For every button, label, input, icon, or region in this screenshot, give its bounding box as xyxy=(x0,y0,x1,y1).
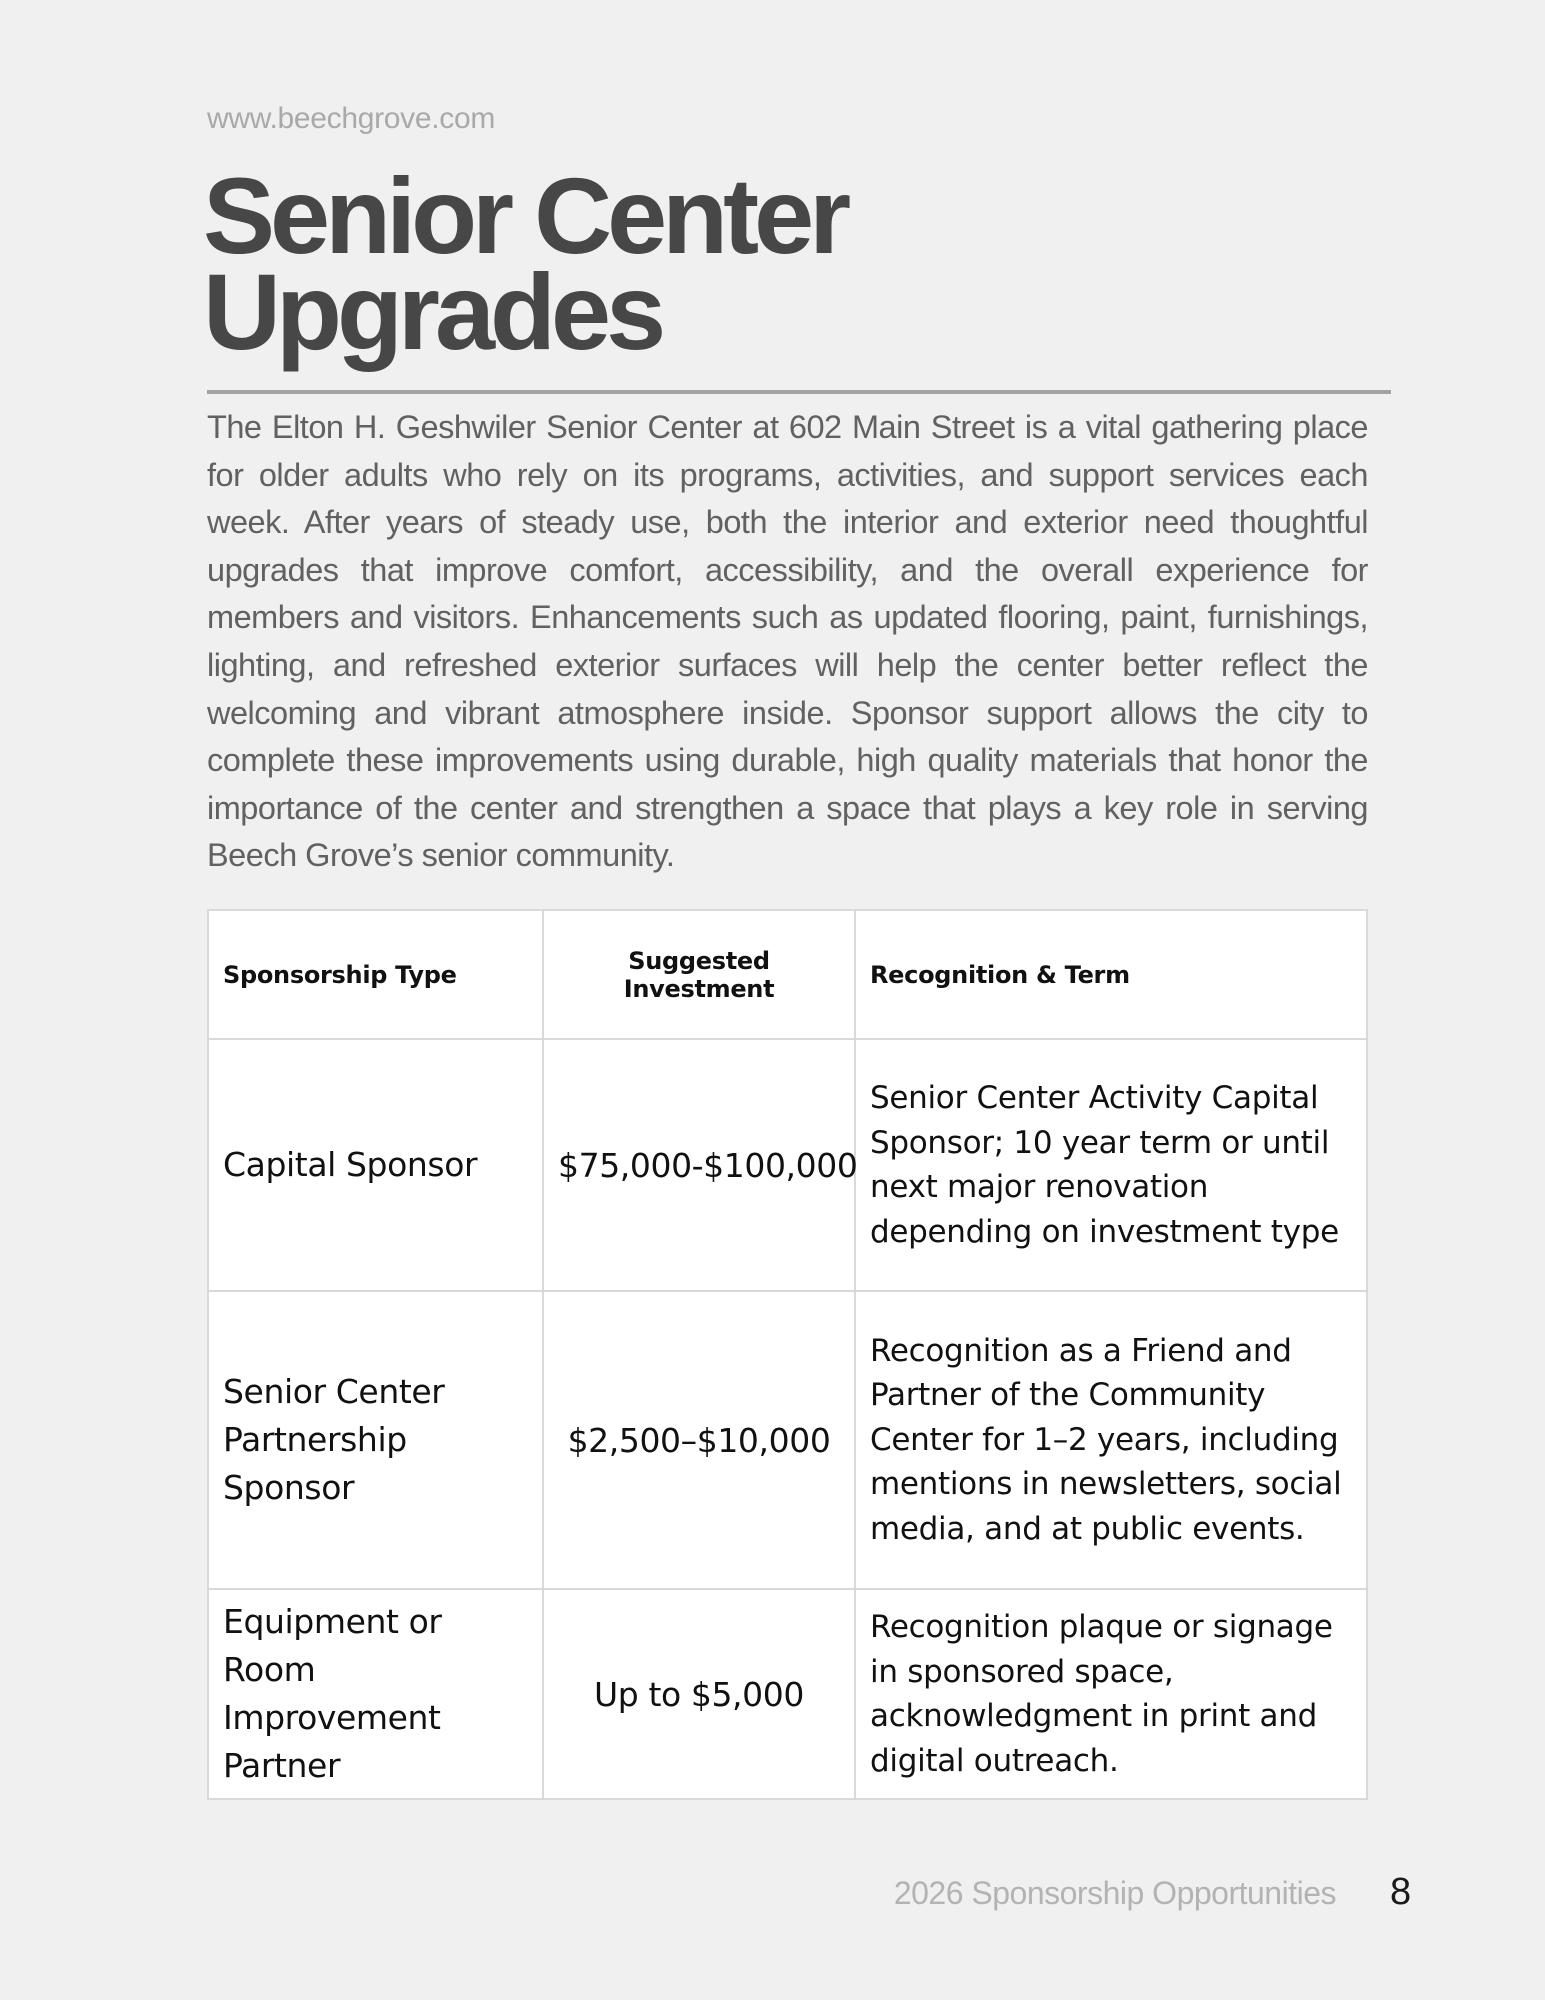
header-suggested-investment: Suggested Investment xyxy=(543,910,855,1039)
investment-cell: $75,000-$100,000 xyxy=(543,1039,855,1291)
sponsorship-type-cell: Capital Sponsor xyxy=(208,1039,543,1291)
title-line-1: Senior Center xyxy=(203,155,847,276)
table-row xyxy=(208,1291,1367,1589)
investment-cell: $2,500–$10,000 xyxy=(543,1291,855,1589)
recognition-cell: Recognition as a Friend and Partner of the Community Center for 1–2 years, including mentions in newsletters, social media, and at public events. xyxy=(855,1291,1367,1589)
sponsorship-table xyxy=(207,909,1368,1800)
title-divider xyxy=(207,390,1391,394)
site-url: www.beechgrove.com xyxy=(207,102,496,135)
table-row xyxy=(208,1039,1367,1291)
recognition-cell: Senior Center Activity Capital Sponsor; 10 year term or until next major renovation depending on investment type xyxy=(855,1039,1367,1291)
header-sponsorship-type: Sponsorship Type xyxy=(208,910,543,1039)
table-row xyxy=(208,1589,1367,1799)
intro-paragraph: The Elton H. Geshwiler Senior Center at 602 Main Street is a vital gathering place for older adults who rely on its programs, activities, and support services each week. After years of steady use, both the interior and exterior need thoughtful upgrades that improve comfort, accessibility, and the overall experience for members and visitors. Enhancements such as updated flooring, paint, furnishings, lighting, and refreshed exterior surfaces will help the center better reflect the welcoming and vibrant atmosphere inside. Sponsor support allows the city to complete these improvements using durable, high quality materials that honor the importance of the center and strengthen a space that plays a key role in serving Beech Grove’s senior community. xyxy=(207,409,1368,874)
page-title xyxy=(203,155,847,372)
title-line-2: Upgrades xyxy=(203,251,662,372)
header-recognition-term: Recognition & Term xyxy=(855,910,1367,1039)
recognition-cell: Recognition plaque or signage in sponsored space, acknowledgment in print and digital outreach. xyxy=(855,1589,1367,1799)
investment-cell: Up to $5,000 xyxy=(543,1589,855,1799)
footer-label: 2026 Sponsorship Opportunities xyxy=(893,1875,1336,1911)
sponsorship-type-cell: Senior Center Partnership Sponsor xyxy=(208,1291,543,1589)
sponsorship-type-cell: Equipment or Room Improvement Partner xyxy=(208,1589,543,1799)
page-number: 8 xyxy=(1390,1871,1412,1913)
table-header-row xyxy=(208,910,1367,1039)
